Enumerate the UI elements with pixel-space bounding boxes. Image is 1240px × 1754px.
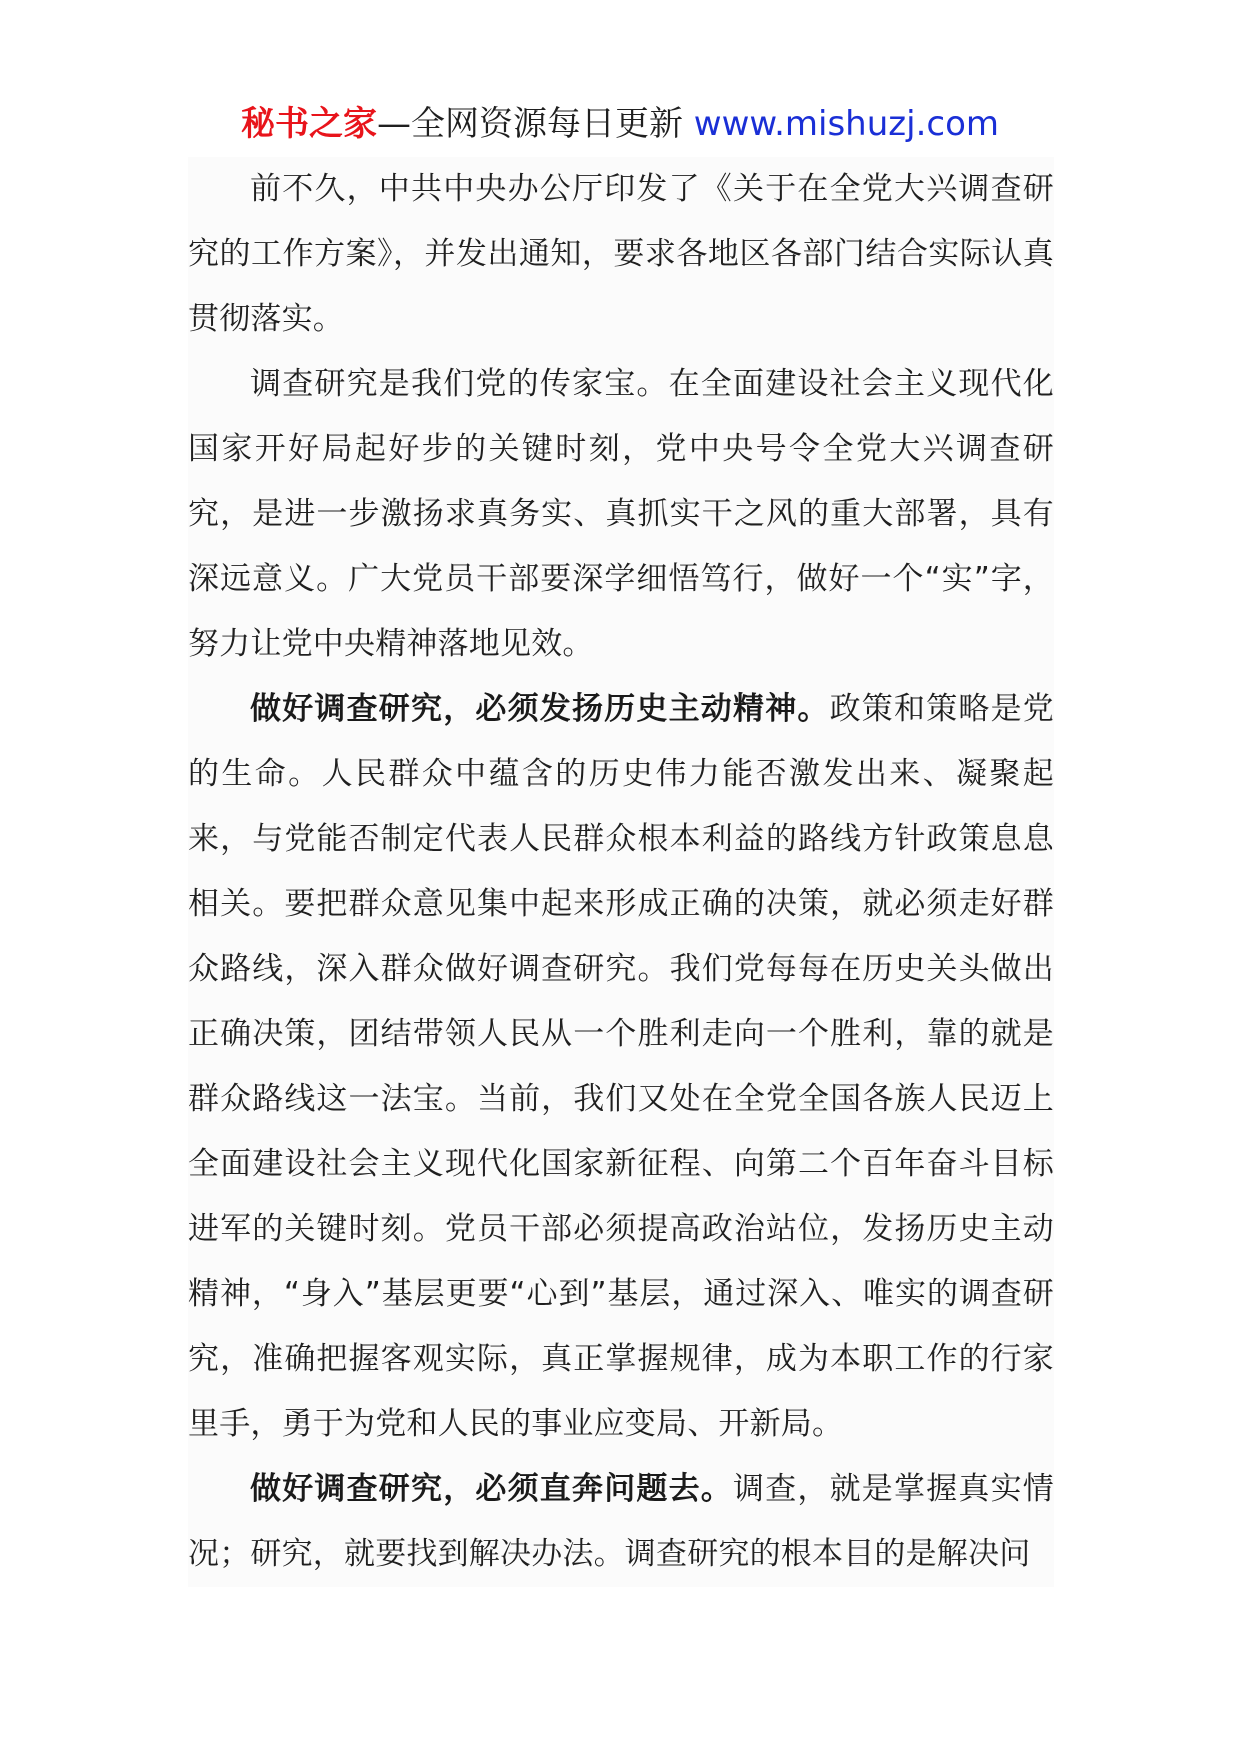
paragraph-4-text: 调查，就是掌握真实情况；研究，就要找到解决办法。调查研究的根本目的是解决问 xyxy=(188,1471,1054,1572)
paragraph-1 xyxy=(188,157,1054,352)
page-header xyxy=(0,96,1240,152)
site-brand: 秘书之家 xyxy=(240,104,377,144)
paragraph-4-heading: 做好调查研究，必须直奔问题去。 xyxy=(250,1471,733,1507)
paragraph-2 xyxy=(188,352,1054,677)
document-body xyxy=(188,157,1054,1587)
paragraph-3-heading: 做好调查研究，必须发扬历史主动精神。 xyxy=(250,691,830,727)
site-slogan: —全网资源每日更新 xyxy=(376,104,694,144)
site-url-link[interactable]: www.mishuzj.com xyxy=(693,104,999,144)
paragraph-3-text: 政策和策略是党的生命。人民群众中蕴含的历史伟力能否激发出来、凝聚起来，与党能否制定代表人民群众根本利益的路线方针政策息息相关。要把群众意见集中起来形成正确的决策，就必须走好群众路线，深入群众做好调查研究。我们党每每在历史关头做出正确决策，团结带领人民从一个胜利走向一个胜利，靠的就是群众路线这一法宝。当前，我们又处在全党全国各族人民迈上全面建设社会主义现代化国家新征程、向第二个百年奋斗目标进军的关键时刻。党员干部必须提高政治站位，发扬历史主动精神，“身入”基层更要“心到”基层，通过深入、唯实的调查研究，准确把握客观实际，真正掌握规律，成为本职工作的行家里手，勇于为党和人民的事业应变局、开新局。 xyxy=(188,691,1054,1442)
paragraph-2-text: 调查研究是我们党的传家宝。在全面建设社会主义现代化国家开好局起好步的关键时刻，党中央号令全党大兴调查研究，是进一步激扬求真务实、真抓实干之风的重大部署，具有深远意义。广大党员干部要深学细悟笃行，做好一个“实”字，努力让党中央精神落地见效。 xyxy=(188,366,1054,662)
paragraph-1-text: 前不久，中共中央办公厅印发了《关于在全党大兴调查研究的工作方案》，并发出通知，要求各地区各部门结合实际认真贯彻落实。 xyxy=(188,171,1054,337)
paragraph-4 xyxy=(188,1457,1054,1587)
paragraph-3 xyxy=(188,677,1054,1457)
